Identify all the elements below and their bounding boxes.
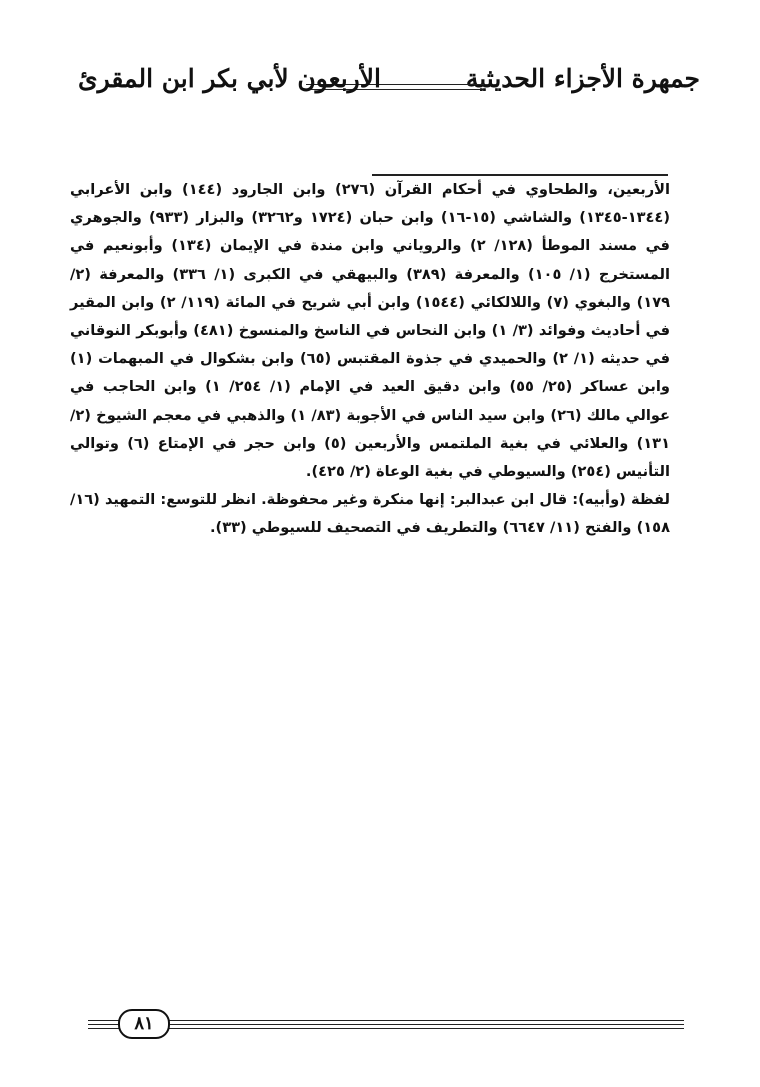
section-title: الأربعون لأبي بكر ابن المقرئ: [78, 64, 381, 93]
book-title: جمهرة الأجزاء الحديثية: [465, 64, 700, 93]
footnote-paragraph: الأربعين، والطحاوي في أحكام القرآن (٢٧٦) وابن الجارود (١٤٤) وابن الأعرابي (١٣٤٤-١٣٤٥) والشاشي (١٥-١٦) وابن حبان (١٧٢٤ و٣٢٦٢) والبزار (٩٣٣) والجوهري في مسند الموطأ (١٢٨/ ٢) والروياني وابن مندة في الإيمان (١٣٤) وأبونعيم في المستخرج (١/ ١٠٥) والمعرفة (٣٨٩) والبيهقي في الكبرى (١/ ٣٣٦) والمعرفة (٢/ ١٧٩) والبغوي (٧) واللالكائي (١٥٤٤) وابن أبي شريح في المائة (١١٩/ ٢) وابن المقير في أحاديث وفوائد (٣/ ١) وابن النحاس في الناسخ والمنسوخ (٤٨١) وأبوبكر النوقاني في حديثه (١/ ٢) والحميدي في جذوة المقتبس (٦٥) وابن بشكوال في المبهمات (١) وابن عساكر (٢٥/ ٥٥) وابن دقيق العيد في الإمام (١/ ٢٥٤/ ١) وابن الحاجب في عوالي مالك (٢٦) وابن سيد الناس في الأجوبة (٨٣/ ١) والذهبي في معجم الشيوخ (٢/ ١٣١) والعلائي في بغية الملتمس والأربعين (٥) وابن حجر في الإمتاع (٦) وتوالي التأنيس (٢٥٤) والسيوطي في بغية الوعاة (٢/ ٤٢٥).: [70, 181, 671, 481]
footer-rule: [160, 1028, 684, 1029]
footer-rule: [160, 1020, 684, 1021]
running-header: [78, 60, 700, 104]
footer-rule: [160, 1024, 684, 1025]
page-number: ٨١: [118, 1009, 170, 1039]
page-footer: [88, 1012, 684, 1046]
footnote-paragraph: لفظة (وأبيه): قال ابن عبدالبر: إنها منكرة وغير محفوظة. انظر للتوسع: التمهيد (١٦/ ١٥٨) والفتح (١١/ ٦٦٤٧) والتطريف في التصحيف للسيوطي (٣٣).: [70, 491, 670, 537]
footnotes: [70, 176, 670, 543]
